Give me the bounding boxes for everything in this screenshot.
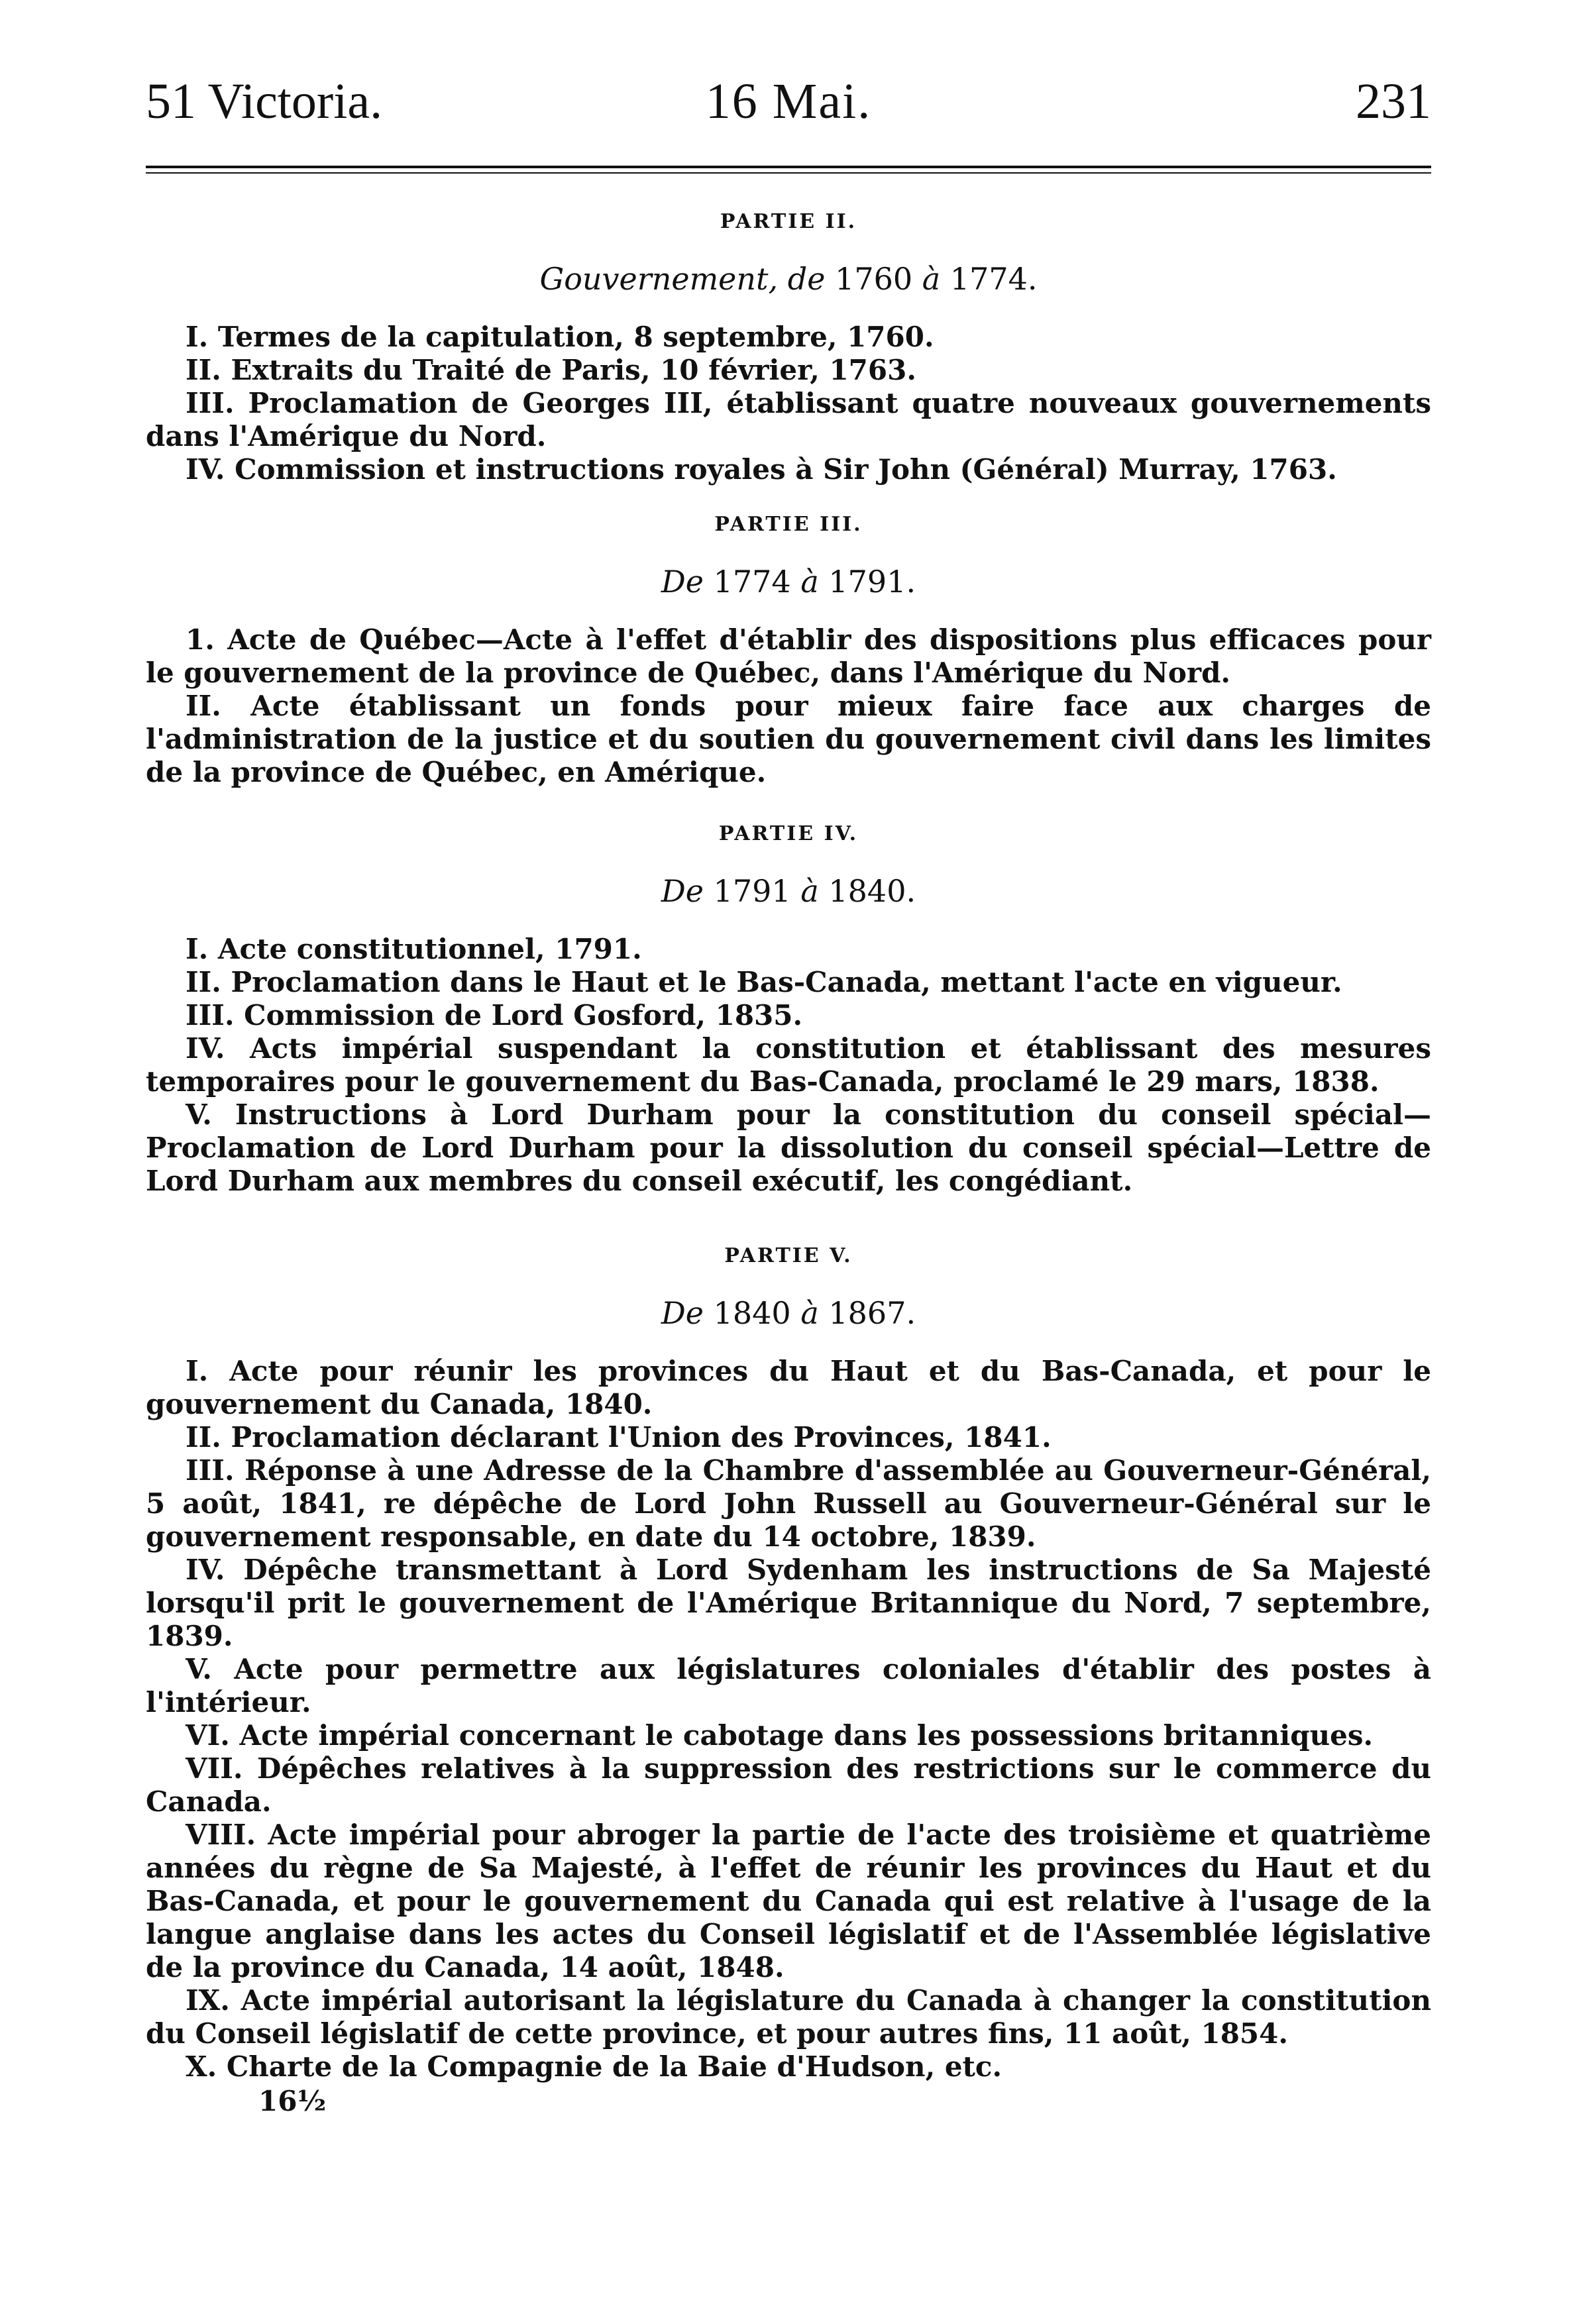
signature-mark: 16½ [258,2085,327,2117]
part-title-sep: à [800,564,819,600]
part-title-start: 1774 [713,564,791,600]
part-v [146,1244,1431,2117]
document-page [146,66,1431,2117]
list-item: IV. Dépêche transmettant à Lord Sydenham les instructions de Sa Majesté lorsqu'il prit le gouvernement de l'Amérique Britannique du Nord, 7 septembre, 1839. [146,1554,1431,1652]
part-title [146,564,1431,600]
part-ii [146,210,1431,486]
part-title-italic: De [661,873,704,909]
list-item: I. Termes de la capitulation, 8 septembre, 1760. [186,321,934,353]
list-item: VI. Acte impérial concernant le cabotage dans les possessions britanniques. [186,1719,1374,1752]
part-label: PARTIE III. [714,513,863,536]
list-item: II. Proclamation déclarant l'Union des Provinces, 1841. [186,1421,1052,1453]
entry-list [146,321,1431,486]
list-item: V. Instructions à Lord Durham pour la constitution du conseil spécial—Proclamation de Lord Durham pour la dissolution du conseil spécial—Lettre de Lord Durham aux membres du conseil exécutif, les congédiant. [146,1098,1431,1197]
entry-list [146,933,1431,1198]
part-title-end: 1840. [828,873,916,909]
list-item: II. Acte établissant un fonds pour mieux faire face aux charges de l'administration de la justice et du soutien du gouvernement civil dans les limites de la province de Québec, en Amérique. [146,690,1431,788]
list-item: IX. Acte impérial autorisant la législature du Canada à changer la constitution du Conseil législatif de cette province, et pour autres fins, 11 août, 1854. [146,1984,1431,2050]
list-item: III. Proclamation de Georges III, établissant quatre nouveaux gouvernements dans l'Amérique du Nord. [146,387,1431,452]
part-title-start: 1791 [713,873,791,909]
part-label: PARTIE II. [720,210,857,233]
list-item: 1. Acte de Québec—Acte à l'effet d'établir des dispositions plus efficaces pour le gouvernement de la province de Québec, dans l'Amérique du Nord. [146,623,1431,689]
part-label: PARTIE IV. [718,822,859,845]
part-iii [146,513,1431,789]
part-iv [146,822,1431,1198]
entry-list [146,1355,1431,2084]
part-title-sep: à [922,261,941,297]
header-date: 16 Mai. [705,74,872,129]
list-item: III. Réponse à une Adresse de la Chambre d'assemblée au Gouverneur-Général, 5 août, 1841, re dépêche de Lord John Russell au Gouverneur-Général sur le gouvernement responsable, en date du 14 octobre, 1839. [146,1454,1431,1553]
running-header [146,66,1431,146]
list-item: IV. Commission et instructions royales à Sir John (Général) Murray, 1763. [186,453,1337,486]
part-label: PARTIE V. [724,1244,853,1267]
list-item: V. Acte pour permettre aux législatures coloniales d'établir des postes à l'intérieur. [146,1653,1431,1718]
list-item: II. Proclamation dans le Haut et le Bas-Canada, mettant l'acte en vigueur. [186,966,1342,998]
part-title-italic: Gouvernement, de [539,261,826,297]
part-title [146,1295,1431,1331]
list-item: IV. Acts impérial suspendant la constitution et établissant des mesures temporaires pour le gouvernement du Bas-Canada, proclamé le 29 mars, 1838. [146,1032,1431,1098]
part-title-italic: De [661,564,704,600]
part-title-end: 1791. [828,564,916,600]
part-title-italic: De [661,1295,704,1331]
list-item: X. Charte de la Compagnie de la Baie d'Hudson, etc. [186,2050,1002,2083]
list-item: I. Acte pour réunir les provinces du Haut et du Bas-Canada, et pour le gouvernement du Canada, 1840. [146,1355,1431,1420]
part-title-start: 1840 [713,1295,791,1331]
list-item: I. Acte constitutionnel, 1791. [186,933,642,965]
part-title-sep: à [800,873,819,909]
page-number: 231 [1356,74,1431,129]
part-title [146,261,1431,297]
header-volume: 51 Victoria. [146,74,383,129]
list-item: II. Extraits du Traité de Paris, 10 février, 1763. [186,354,916,386]
entry-list [146,623,1431,789]
part-title-start: 1760 [835,261,913,297]
list-item: VIII. Acte impérial pour abroger la partie de l'acte des troisième et quatrième années du règne de Sa Majesté, à l'effet de réunir les provinces du Haut et du Bas-Canada, et pour le gouvernement du Canada qui est relative à l'usage de la langue anglaise dans les actes du Conseil législatif et de l'Assemblée législative de la province du Canada, 14 août, 1848. [146,1819,1431,1983]
list-item: III. Commission de Lord Gosford, 1835. [186,999,803,1031]
header-rule [146,166,1431,174]
part-title-end: 1774. [949,261,1038,297]
part-title-sep: à [800,1295,819,1331]
part-title-end: 1867. [828,1295,916,1331]
list-item: VII. Dépêches relatives à la suppression des restrictions sur le commerce du Canada. [146,1752,1431,1818]
part-title [146,873,1431,909]
